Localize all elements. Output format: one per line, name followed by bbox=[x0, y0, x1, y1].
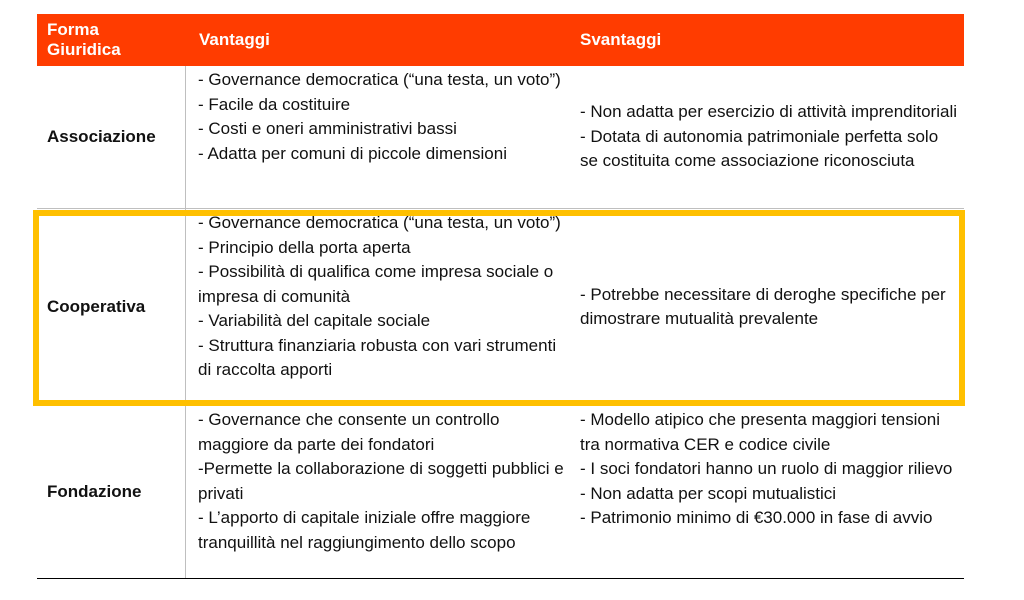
table-row-fondazione bbox=[37, 406, 964, 579]
header-forma-giuridica bbox=[37, 14, 185, 66]
vantaggio-item: - L’apporto di capitale iniziale offre maggiore tranquillità nel raggiungimento dello scopo bbox=[198, 508, 531, 552]
svantaggi-cell bbox=[572, 406, 964, 578]
svantaggio-item: - Non adatta per esercizio di attività imprenditoriali bbox=[580, 102, 958, 122]
header-vantaggi: Vantaggi bbox=[199, 30, 270, 49]
svantaggio-item: - Modello atipico che presenta maggiori tensioni tra normativa CER e codice civile bbox=[580, 410, 941, 454]
form-name: Cooperativa bbox=[47, 297, 146, 316]
form-name: Fondazione bbox=[47, 482, 142, 501]
vantaggi-cell bbox=[185, 406, 572, 578]
header-svantaggi: Svantaggi bbox=[580, 30, 662, 49]
table-row-cooperativa bbox=[37, 209, 964, 406]
header-forma-giuridica-line2: Giuridica bbox=[47, 40, 121, 59]
svantaggi-cell bbox=[572, 209, 964, 405]
vantaggi-cell bbox=[185, 209, 572, 405]
vantaggio-item: - Facile da costituire bbox=[198, 94, 351, 114]
table-row-associazione bbox=[37, 66, 964, 209]
svantaggi-cell bbox=[572, 66, 964, 208]
vantaggio-item: - Costi e oneri amministrativi bassi bbox=[198, 119, 457, 138]
svantaggio-item: - Potrebbe necessitare di deroghe specifiche per dimostrare mutualità prevalente bbox=[580, 284, 946, 328]
vantaggio-item: - Possibilità di qualifica come impresa sociale o impresa di comunità bbox=[198, 262, 554, 306]
svantaggio-item: - Non adatta per scopi mutualistici bbox=[580, 483, 837, 503]
vantaggio-item: - Governance che consente un controllo maggiore da parte dei fondatori bbox=[198, 410, 500, 454]
svantaggio-item: - Dotata di autonomia patrimoniale perfetta solo se costituita come associazione riconosciuta bbox=[580, 126, 939, 171]
vantaggio-item: - Variabilità del capitale sociale bbox=[198, 311, 431, 330]
vantaggio-item: - Governance democratica (“una testa, un voto”) bbox=[198, 70, 561, 89]
svantaggio-item: - I soci fondatori hanno un ruolo di maggior rilievo bbox=[580, 459, 953, 478]
vantaggio-item: -Permette la collaborazione di soggetti pubblici e privati bbox=[198, 459, 564, 503]
vantaggio-item: - Adatta per comuni di piccole dimensioni bbox=[198, 143, 507, 163]
form-name: Associazione bbox=[47, 127, 156, 146]
vantaggio-item: - Principio della porta aperta bbox=[198, 237, 411, 257]
vantaggi-cell bbox=[185, 66, 572, 208]
vantaggio-item: - Struttura finanziaria robusta con vari strumenti di raccolta apporti bbox=[198, 335, 557, 379]
vantaggio-item: - Governance democratica (“una testa, un voto”) bbox=[198, 213, 561, 232]
svantaggio-item: - Patrimonio minimo di €30.000 in fase di avvio bbox=[580, 508, 933, 527]
table-header bbox=[37, 14, 964, 66]
header-forma-giuridica-line1: Forma bbox=[47, 20, 99, 39]
legal-forms-table bbox=[37, 14, 964, 579]
